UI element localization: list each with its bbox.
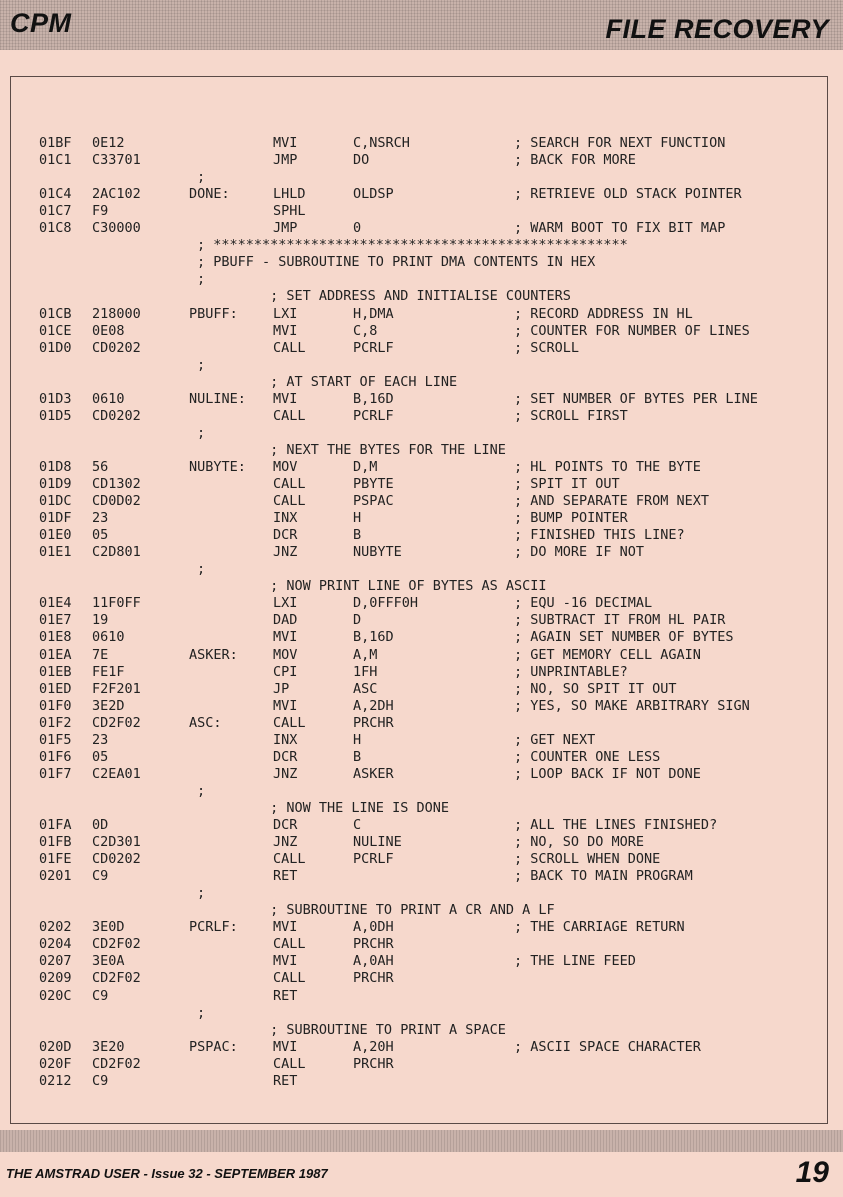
listing-line xyxy=(11,135,829,152)
listing-opcode-bytes: C2EA01 xyxy=(92,765,141,782)
listing-line xyxy=(11,629,829,646)
listing-mnemonic: MVI xyxy=(273,1038,298,1055)
listing-free-text: ; NOW PRINT LINE OF BYTES AS ASCII xyxy=(197,578,547,595)
listing-label: PCRLF: xyxy=(189,919,238,936)
listing-address: 01F6 xyxy=(39,748,72,765)
listing-opcode-bytes: C33701 xyxy=(92,152,141,169)
listing-label: NULINE: xyxy=(189,390,246,407)
listing-comment: ; DO MORE IF NOT xyxy=(514,544,645,561)
listing-line xyxy=(11,459,829,476)
listing-mnemonic: LXI xyxy=(273,595,298,612)
listing-mnemonic: MOV xyxy=(273,646,298,663)
listing-label: NUBYTE: xyxy=(189,458,246,475)
listing-mnemonic: RET xyxy=(273,987,298,1004)
listing-operand: A,2DH xyxy=(353,697,394,714)
listing-opcode-bytes: C2D801 xyxy=(92,544,141,561)
listing-address: 01FB xyxy=(39,834,72,851)
listing-line xyxy=(11,203,829,220)
listing-comment: ; SCROLL xyxy=(514,339,580,356)
listing-address: 0202 xyxy=(39,919,72,936)
listing-operand: D,M xyxy=(353,458,378,475)
listing-address: 0201 xyxy=(39,868,72,885)
listing-line xyxy=(11,510,829,527)
listing-line xyxy=(11,152,829,169)
listing-opcode-bytes: C2D301 xyxy=(92,834,141,851)
listing-comment: ; AGAIN SET NUMBER OF BYTES xyxy=(514,629,734,646)
listing-line xyxy=(11,220,829,237)
listing-address: 01D0 xyxy=(39,339,72,356)
listing-operand: B,16D xyxy=(353,390,394,407)
listing-address: 01DC xyxy=(39,493,72,510)
listing-line xyxy=(11,698,829,715)
listing-mnemonic: MVI xyxy=(273,390,298,407)
listing-mnemonic: MVI xyxy=(273,629,298,646)
listing-operand: B xyxy=(353,527,362,544)
listing-line xyxy=(11,664,829,681)
listing-mnemonic: MVI xyxy=(273,919,298,936)
listing-opcode-bytes: CD1302 xyxy=(92,476,141,492)
listing-operand: H xyxy=(353,510,362,527)
listing-address: 01D9 xyxy=(39,476,72,492)
listing-comment: ; SUBTRACT IT FROM HL PAIR xyxy=(514,612,726,629)
listing-operand: C,NSRCH xyxy=(353,135,410,151)
listing-operand: A,20H xyxy=(353,1038,394,1055)
listing-line xyxy=(11,715,829,732)
listing-comment: ; ASCII SPACE CHARACTER xyxy=(514,1038,701,1055)
listing-comment: ; COUNTER ONE LESS xyxy=(514,748,661,765)
listing-opcode-bytes: C9 xyxy=(92,868,109,885)
listing-opcode-bytes: 23 xyxy=(92,510,109,527)
listing-comment: ; HL POINTS TO THE BYTE xyxy=(514,458,701,475)
listing-mnemonic: JP xyxy=(273,680,290,697)
listing-address: 0212 xyxy=(39,1072,72,1089)
listing-line xyxy=(11,254,829,271)
listing-opcode-bytes: F2F201 xyxy=(92,680,141,697)
listing-comment: ; GET MEMORY CELL AGAIN xyxy=(514,646,701,663)
page-number: 19 xyxy=(795,1156,829,1189)
listing-comment: ; COUNTER FOR NUMBER OF LINES xyxy=(514,322,750,339)
listing-opcode-bytes: 0D xyxy=(92,817,109,833)
listing-line xyxy=(11,408,829,425)
listing-opcode-bytes: 05 xyxy=(92,527,109,544)
listing-address: 01C8 xyxy=(39,220,72,237)
listing-free-text: ; xyxy=(197,271,206,288)
listing-mnemonic: JNZ xyxy=(273,544,298,561)
listing-address: 020F xyxy=(39,1055,72,1072)
listing-address: 01E7 xyxy=(39,612,72,629)
listing-line xyxy=(11,902,829,919)
listing-free-text: ; xyxy=(197,356,206,373)
listing-line xyxy=(11,1022,829,1039)
listing-mnemonic: MVI xyxy=(273,322,298,339)
listing-address: 01FE xyxy=(39,851,72,868)
listing-line xyxy=(11,186,829,203)
listing-free-text: ; NOW THE LINE IS DONE xyxy=(197,799,449,816)
listing-line xyxy=(11,442,829,459)
listing-mnemonic: MOV xyxy=(273,458,298,475)
listing-operand: 0 xyxy=(353,220,362,237)
listing-mnemonic: SPHL xyxy=(273,203,306,220)
listing-operand: B,16D xyxy=(353,629,394,646)
listing-operand: C xyxy=(353,817,362,833)
listing-address: 01CE xyxy=(39,322,72,339)
listing-comment: ; BUMP POINTER xyxy=(514,510,628,527)
listing-operand: PCRLF xyxy=(353,339,394,356)
listing-mnemonic: CALL xyxy=(273,851,306,868)
listing-line xyxy=(11,306,829,323)
listing-mnemonic: DCR xyxy=(273,817,298,833)
listing-address: 01D3 xyxy=(39,390,72,407)
listing-mnemonic: LXI xyxy=(273,305,298,322)
listing-opcode-bytes: 0E12 xyxy=(92,135,125,151)
listing-free-text: ; PBUFF - SUBROUTINE TO PRINT DMA CONTENTS IN HEX xyxy=(197,254,596,271)
listing-opcode-bytes: 7E xyxy=(92,646,109,663)
listing-opcode-bytes: C9 xyxy=(92,987,109,1004)
listing-free-text: ; xyxy=(197,561,206,578)
listing-comment: ; RETRIEVE OLD STACK POINTER xyxy=(514,186,742,203)
listing-line xyxy=(11,237,829,254)
listing-free-text: ; SUBROUTINE TO PRINT A CR AND A LF xyxy=(197,902,555,919)
listing-opcode-bytes: 23 xyxy=(92,731,109,748)
listing-line xyxy=(11,561,829,578)
listing-line xyxy=(11,1005,829,1022)
listing-operand: H,DMA xyxy=(353,305,394,322)
listing-line xyxy=(11,851,829,868)
listing-opcode-bytes: CD0202 xyxy=(92,851,141,868)
listing-operand: PRCHR xyxy=(353,714,394,731)
listing-line xyxy=(11,271,829,288)
listing-line xyxy=(11,544,829,561)
listing-line xyxy=(11,868,829,885)
listing-mnemonic: CALL xyxy=(273,714,306,731)
listing-opcode-bytes: 11F0FF xyxy=(92,595,141,612)
listing-opcode-bytes: 0610 xyxy=(92,390,125,407)
listing-comment: ; ALL THE LINES FINISHED? xyxy=(514,817,718,833)
listing-comment: ; GET NEXT xyxy=(514,731,596,748)
listing-opcode-bytes: C9 xyxy=(92,1072,109,1089)
listing-operand: ASKER xyxy=(353,765,394,782)
listing-opcode-bytes: CD2F02 xyxy=(92,936,141,953)
listing-mnemonic: CPI xyxy=(273,663,298,680)
listing-operand: H xyxy=(353,731,362,748)
listing-comment: ; SCROLL WHEN DONE xyxy=(514,851,661,868)
listing-line xyxy=(11,988,829,1005)
listing-line xyxy=(11,612,829,629)
listing-mnemonic: DCR xyxy=(273,748,298,765)
listing-operand: DO xyxy=(353,152,370,169)
section-title: CPM xyxy=(10,8,72,38)
listing-line xyxy=(11,749,829,766)
listing-opcode-bytes: 0610 xyxy=(92,629,125,646)
listing-operand: A,0AH xyxy=(353,953,394,970)
listing-mnemonic: JMP xyxy=(273,220,298,237)
listing-free-text: ; SET ADDRESS AND INITIALISE COUNTERS xyxy=(197,288,571,305)
listing-comment: ; BACK FOR MORE xyxy=(514,152,636,169)
listing-address: 01F7 xyxy=(39,765,72,782)
listing-mnemonic: MVI xyxy=(273,953,298,970)
listing-line xyxy=(11,578,829,595)
listing-address: 0204 xyxy=(39,936,72,953)
listing-comment: ; FINISHED THIS LINE? xyxy=(514,527,685,544)
header-band xyxy=(0,0,843,50)
listing-address: 01DF xyxy=(39,510,72,527)
footer-band xyxy=(0,1130,843,1152)
listing-line xyxy=(11,885,829,902)
listing-label: PBUFF: xyxy=(189,305,238,322)
listing-comment: ; LOOP BACK IF NOT DONE xyxy=(514,765,701,782)
listing-mnemonic: CALL xyxy=(273,970,306,987)
listing-comment: ; YES, SO MAKE ARBITRARY SIGN xyxy=(514,697,750,714)
listing-comment: ; UNPRINTABLE? xyxy=(514,663,628,680)
listing-operand: PSPAC xyxy=(353,493,394,510)
listing-operand: B xyxy=(353,748,362,765)
listing-address: 01E0 xyxy=(39,527,72,544)
listing-mnemonic: JMP xyxy=(273,152,298,169)
listing-line xyxy=(11,647,829,664)
listing-address: 020D xyxy=(39,1038,72,1055)
listing-operand: PCRLF xyxy=(353,851,394,868)
listing-free-text: ; xyxy=(197,885,206,902)
listing-line xyxy=(11,357,829,374)
listing-operand: PRCHR xyxy=(353,936,394,953)
listing-operand: OLDSP xyxy=(353,186,394,203)
listing-mnemonic: CALL xyxy=(273,407,306,424)
listing-opcode-bytes: F9 xyxy=(92,203,109,220)
listing-line xyxy=(11,936,829,953)
listing-free-text: ; xyxy=(197,1004,206,1021)
listing-operand: D,0FFF0H xyxy=(353,595,419,612)
listing-line xyxy=(11,1056,829,1073)
listing-mnemonic: INX xyxy=(273,731,298,748)
listing-comment: ; RECORD ADDRESS IN HL xyxy=(514,305,693,322)
listing-opcode-bytes: CD2F02 xyxy=(92,714,141,731)
listing-opcode-bytes: CD0202 xyxy=(92,339,141,356)
listing-address: 01D8 xyxy=(39,458,72,475)
listing-comment: ; AND SEPARATE FROM NEXT xyxy=(514,493,710,510)
page-title: FILE RECOVERY xyxy=(605,14,829,44)
listing-address: 0207 xyxy=(39,953,72,970)
listing-opcode-bytes: 3E2D xyxy=(92,697,125,714)
listing-comment: ; SET NUMBER OF BYTES PER LINE xyxy=(514,390,758,407)
listing-opcode-bytes: 0E08 xyxy=(92,322,125,339)
listing-operand: 1FH xyxy=(353,663,378,680)
listing-address: 01BF xyxy=(39,135,72,151)
listing-opcode-bytes: 3E0D xyxy=(92,919,125,936)
listing-comment: ; SPIT IT OUT xyxy=(514,476,620,492)
listing-line xyxy=(11,732,829,749)
listing-operand: C,8 xyxy=(353,322,378,339)
listing-operand: NULINE xyxy=(353,834,402,851)
listing-line xyxy=(11,1039,829,1056)
listing-operand: PBYTE xyxy=(353,476,394,492)
listing-opcode-bytes: 3E20 xyxy=(92,1038,125,1055)
listing-mnemonic: CALL xyxy=(273,1055,306,1072)
listing-mnemonic: CALL xyxy=(273,936,306,953)
listing-mnemonic: RET xyxy=(273,868,298,885)
listing-opcode-bytes: CD0D02 xyxy=(92,493,141,510)
listing-opcode-bytes: 56 xyxy=(92,458,109,475)
listing-opcode-bytes: CD0202 xyxy=(92,407,141,424)
listing-line xyxy=(11,340,829,357)
listing-address: 01EA xyxy=(39,646,72,663)
listing-mnemonic: CALL xyxy=(273,493,306,510)
listing-free-text: ; SUBROUTINE TO PRINT A SPACE xyxy=(197,1021,506,1038)
listing-line xyxy=(11,783,829,800)
listing-address: 01F0 xyxy=(39,697,72,714)
listing-mnemonic: MVI xyxy=(273,135,298,151)
listing-operand: A,0DH xyxy=(353,919,394,936)
listing-mnemonic: CALL xyxy=(273,476,306,492)
listing-mnemonic: MVI xyxy=(273,697,298,714)
listing-line xyxy=(11,595,829,612)
listing-address: 01CB xyxy=(39,305,72,322)
listing-operand: ASC xyxy=(353,680,378,697)
listing-opcode-bytes: FE1F xyxy=(92,663,125,680)
listing-address: 01C7 xyxy=(39,203,72,220)
listing-line xyxy=(11,919,829,936)
listing-operand: PCRLF xyxy=(353,407,394,424)
listing-mnemonic: JNZ xyxy=(273,834,298,851)
listing-opcode-bytes: 19 xyxy=(92,612,109,629)
listing-mnemonic: JNZ xyxy=(273,765,298,782)
listing-address: 01F5 xyxy=(39,731,72,748)
listing-line xyxy=(11,374,829,391)
listing-operand: D xyxy=(353,612,362,629)
listing-address: 01EB xyxy=(39,663,72,680)
listing-comment: ; SCROLL FIRST xyxy=(514,407,628,424)
listing-line xyxy=(11,834,829,851)
listing-address: 01FA xyxy=(39,817,72,833)
listing-operand: PRCHR xyxy=(353,970,394,987)
listing-address: 020C xyxy=(39,987,72,1004)
listing-address: 01E4 xyxy=(39,595,72,612)
listing-comment: ; WARM BOOT TO FIX BIT MAP xyxy=(514,220,726,237)
listing-line xyxy=(11,527,829,544)
listing-address: 01D5 xyxy=(39,407,72,424)
listing-line xyxy=(11,391,829,408)
listing-address: 0209 xyxy=(39,970,72,987)
listing-opcode-bytes: CD2F02 xyxy=(92,1055,141,1072)
listing-address: 01C1 xyxy=(39,152,72,169)
listing-comment: ; BACK TO MAIN PROGRAM xyxy=(514,868,693,885)
listing-line xyxy=(11,1073,829,1090)
listing-free-text: ; xyxy=(197,782,206,799)
listing-address: 01ED xyxy=(39,680,72,697)
listing-mnemonic: DAD xyxy=(273,612,298,629)
listing-address: 01F2 xyxy=(39,714,72,731)
listing-comment: ; THE LINE FEED xyxy=(514,953,636,970)
listing-label: PSPAC: xyxy=(189,1038,238,1055)
listing-address: 01C4 xyxy=(39,186,72,203)
listing-mnemonic: CALL xyxy=(273,339,306,356)
listing-line xyxy=(11,169,829,186)
listing-free-text: ; NEXT THE BYTES FOR THE LINE xyxy=(197,441,506,458)
listing-label: ASKER: xyxy=(189,646,238,663)
listing-mnemonic: INX xyxy=(273,510,298,527)
listing-line xyxy=(11,766,829,783)
listing-address: 01E1 xyxy=(39,544,72,561)
listing-free-text: ; xyxy=(197,169,206,186)
listing-opcode-bytes: 218000 xyxy=(92,305,141,322)
listing-comment: ; NO, SO SPIT IT OUT xyxy=(514,680,677,697)
listing-comment: ; SEARCH FOR NEXT FUNCTION xyxy=(514,135,726,151)
listing-operand: NUBYTE xyxy=(353,544,402,561)
listing-comment: ; NO, SO DO MORE xyxy=(514,834,645,851)
listing-free-text: ; *************************************************** xyxy=(197,237,628,254)
listing-address: 01E8 xyxy=(39,629,72,646)
listing-opcode-bytes: 05 xyxy=(92,748,109,765)
listing-opcode-bytes: 2AC102 xyxy=(92,186,141,203)
listing-line xyxy=(11,288,829,305)
listing-label: ASC: xyxy=(189,714,222,731)
listing-opcode-bytes: 3E0A xyxy=(92,953,125,970)
listing-line xyxy=(11,800,829,817)
listing-comment: ; EQU -16 DECIMAL xyxy=(514,595,653,612)
listing-line xyxy=(11,476,829,493)
listing-label: DONE: xyxy=(189,186,230,203)
listing-line xyxy=(11,323,829,340)
listing-operand: PRCHR xyxy=(353,1055,394,1072)
listing-operand: A,M xyxy=(353,646,378,663)
listing-line xyxy=(11,817,829,834)
listing-line xyxy=(11,425,829,442)
listing-free-text: ; AT START OF EACH LINE xyxy=(197,373,458,390)
listing-free-text: ; xyxy=(197,424,206,441)
listing-line xyxy=(11,493,829,510)
listing-line xyxy=(11,681,829,698)
listing-mnemonic: DCR xyxy=(273,527,298,544)
listing-mnemonic: RET xyxy=(273,1072,298,1089)
listing-line xyxy=(11,970,829,987)
listing-frame xyxy=(10,76,828,1124)
listing-line xyxy=(11,953,829,970)
listing-opcode-bytes: C30000 xyxy=(92,220,141,237)
listing-comment: ; THE CARRIAGE RETURN xyxy=(514,919,685,936)
publication-info: THE AMSTRAD USER - Issue 32 - SEPTEMBER 1987 xyxy=(6,1166,328,1181)
listing-mnemonic: LHLD xyxy=(273,186,306,203)
listing-opcode-bytes: CD2F02 xyxy=(92,970,141,987)
